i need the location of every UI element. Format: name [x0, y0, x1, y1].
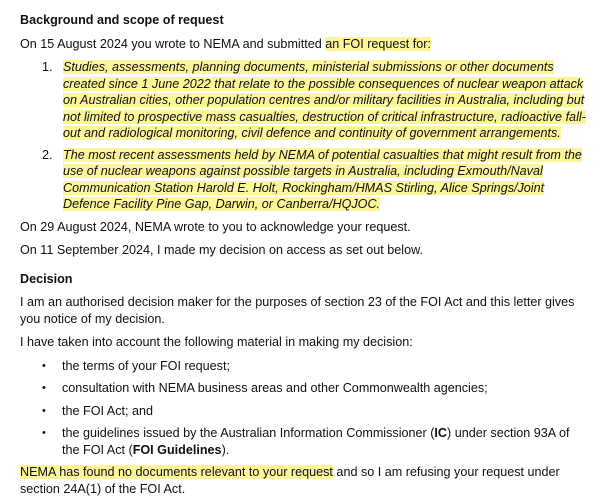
ic-abbrev: IC	[434, 426, 447, 440]
request-text: The most recent assessments held by NEMA of potential casualties that might result from the use of nuclear weapons against possible targets in Australia, including Exmouth/Naval Communication Station Harold E. Holt, Rockingham/HMAS Stirling, Alice Springs/Joint Defence Facility Pine Gap, Darwin, or Canberra/HQJOC.	[63, 147, 582, 211]
background-heading: Background and scope of request	[20, 13, 224, 27]
request-list	[20, 59, 586, 213]
material-list	[20, 358, 586, 459]
finding-paragraph	[20, 464, 586, 497]
intro-text: On 15 August 2024 you wrote to NEMA and submitted	[20, 36, 326, 51]
acknowledgement-paragraph: On 29 August 2024, NEMA wrote to you to acknowledge your request.	[20, 219, 411, 234]
material-intro-paragraph: I have taken into account the following material in making my decision:	[20, 335, 413, 349]
material-text: the FOI Act; and	[62, 403, 154, 418]
bullet-icon: •	[42, 359, 46, 372]
decision-heading: Decision	[20, 271, 73, 286]
finding-highlight: NEMA has found no documents relevant to your request	[20, 465, 333, 479]
request-item	[20, 59, 586, 142]
list-item	[20, 380, 586, 397]
list-item	[20, 358, 586, 375]
intro-paragraph	[20, 36, 586, 53]
bullet-icon: •	[42, 382, 46, 394]
material-text: the guidelines issued by the Australian Information Commissioner (IC) under section 93A of the FOI Act (FOI Guidelines).	[62, 426, 570, 457]
authority-paragraph: I am an authorised decision maker for the purposes of section 23 of the FOI Act and this letter gives you notice of my decision.	[20, 295, 575, 326]
bullet-icon: •	[42, 404, 46, 417]
foi-guidelines-abbrev: FOI Guidelines	[132, 442, 222, 457]
finding-text: and so I am refusing your request under section 24A(1) of the FOI Act.	[20, 465, 560, 496]
material-text: the terms of your FOI request;	[62, 358, 230, 373]
intro-highlight: an FOI request for:	[325, 36, 431, 51]
request-text: Studies, assessments, planning documents, ministerial submissions or other documents created since 1 June 2022 that relate to the possible consequences of nuclear weapon attack on Australian cities, other population centres and/or military facilities in Australia, including but not limited to prospective mass casualties, destruction of critical infrastructure, radioactive fall-out and radiological monitoring, civil defence and continuity of government arrangements.	[63, 60, 586, 140]
list-item	[20, 425, 586, 458]
bullet-icon: •	[42, 427, 46, 439]
decision-date-paragraph: On 11 September 2024, I made my decision on access as set out below.	[20, 243, 423, 257]
request-item	[20, 147, 586, 213]
material-text: consultation with NEMA business areas and other Commonwealth agencies;	[62, 381, 488, 395]
request-number: 1.	[42, 60, 53, 74]
list-item	[20, 403, 586, 420]
request-number: 2.	[42, 147, 53, 162]
